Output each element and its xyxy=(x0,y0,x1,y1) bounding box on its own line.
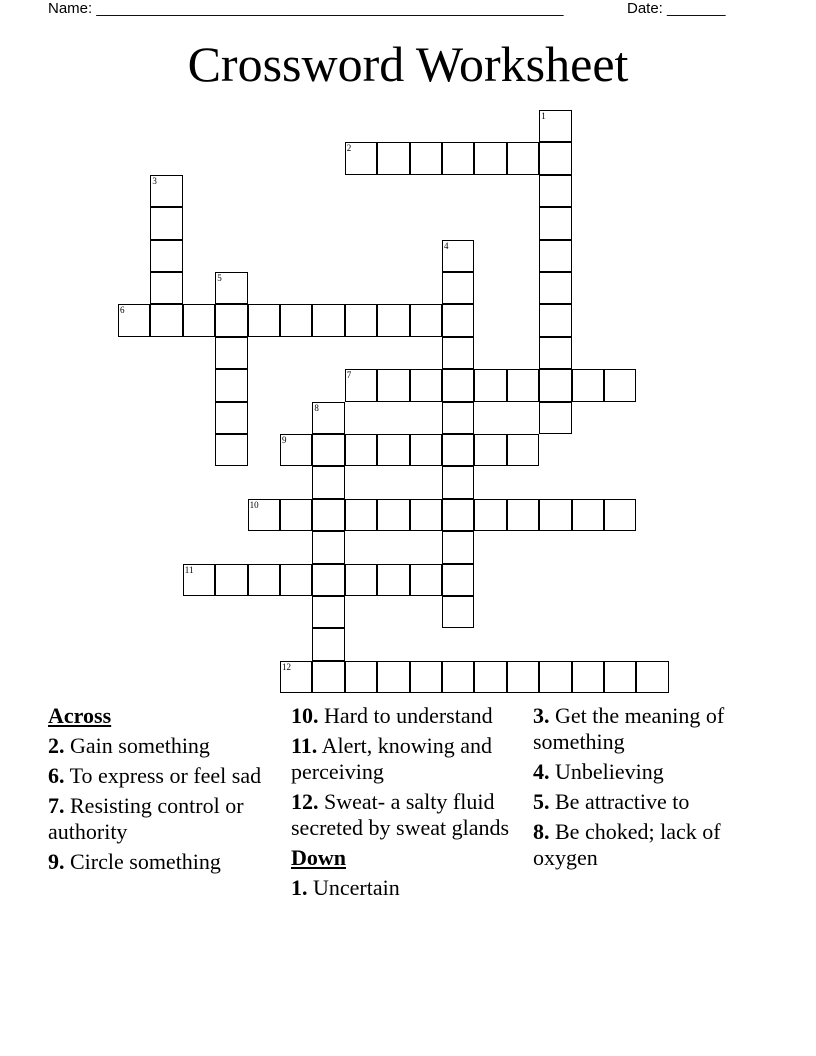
grid-cell[interactable] xyxy=(312,499,344,531)
clue-down-3 xyxy=(533,703,763,755)
cell-number: 5 xyxy=(217,273,222,283)
grid-cell[interactable] xyxy=(312,402,344,434)
grid-cell[interactable] xyxy=(410,369,442,401)
grid-cell[interactable] xyxy=(539,304,571,336)
grid-cell[interactable] xyxy=(572,369,604,401)
grid-cell[interactable] xyxy=(377,142,409,174)
grid-cell[interactable] xyxy=(377,564,409,596)
page-title: Crossword Worksheet xyxy=(187,36,629,92)
grid-cell[interactable] xyxy=(410,142,442,174)
cell-number: 8 xyxy=(314,402,319,413)
clue-number: 1. xyxy=(291,875,308,900)
grid-cell[interactable] xyxy=(312,531,344,563)
grid-cell[interactable] xyxy=(539,369,571,401)
grid-cell[interactable] xyxy=(442,531,474,563)
grid-cell[interactable] xyxy=(604,369,636,401)
clue-across-10 xyxy=(291,703,521,729)
cell-number: 1 xyxy=(541,111,546,121)
grid-cell[interactable] xyxy=(312,596,344,628)
clue-text: Be choked; lack of oxygen xyxy=(533,819,721,870)
cell-number: 2 xyxy=(346,143,352,154)
clue-text: Uncertain xyxy=(313,875,400,900)
clue-text: Get the meaning of something xyxy=(533,703,725,754)
grid-cell[interactable] xyxy=(183,564,215,596)
grid-cell[interactable] xyxy=(377,434,409,466)
cell-number: 7 xyxy=(346,370,352,381)
grid-cell[interactable] xyxy=(345,142,377,174)
clue-number: 10. xyxy=(291,703,319,728)
cell-number: 12 xyxy=(282,661,291,672)
grid-cell[interactable] xyxy=(442,337,474,369)
grid-cell[interactable] xyxy=(410,499,442,531)
clue-number: 3. xyxy=(533,703,550,728)
grid-cell[interactable] xyxy=(215,337,247,369)
grid-cell[interactable] xyxy=(442,369,474,401)
grid-cell[interactable] xyxy=(442,304,474,336)
clue-text: Be attractive to xyxy=(555,789,690,814)
grid-cell[interactable] xyxy=(539,499,571,531)
grid-cell[interactable] xyxy=(442,402,474,434)
grid-cell[interactable] xyxy=(507,142,539,174)
grid-cell[interactable] xyxy=(280,304,312,336)
grid-cell[interactable] xyxy=(539,661,571,693)
clue-text: Unbelieving xyxy=(555,759,664,784)
grid-cell[interactable] xyxy=(118,304,150,336)
clue-text: Circle something xyxy=(70,849,221,874)
cell-number: 4 xyxy=(444,240,449,251)
grid-cell[interactable] xyxy=(345,499,377,531)
grid-cell[interactable] xyxy=(572,661,604,693)
grid-cell[interactable] xyxy=(442,466,474,498)
grid-cell[interactable] xyxy=(604,661,636,693)
grid-cell[interactable] xyxy=(442,564,474,596)
grid-cell[interactable] xyxy=(312,628,344,660)
grid-cell[interactable] xyxy=(442,434,474,466)
grid-cell[interactable] xyxy=(150,272,182,304)
grid-cell[interactable] xyxy=(539,207,571,239)
grid-cell[interactable] xyxy=(507,434,539,466)
grid-cell[interactable] xyxy=(539,142,571,174)
grid-cell[interactable] xyxy=(474,661,506,693)
grid-cell[interactable] xyxy=(442,142,474,174)
down-heading: Down xyxy=(291,845,347,870)
clue-text: Gain something xyxy=(70,733,210,758)
clue-number: 4. xyxy=(533,759,550,784)
clue-text: Alert, knowing and perceiving xyxy=(291,733,493,784)
grid-cell[interactable] xyxy=(215,304,247,336)
grid-cell[interactable] xyxy=(248,564,280,596)
cell-number: 3 xyxy=(152,175,157,186)
clue-down-8 xyxy=(533,819,763,871)
clue-number: 5. xyxy=(533,789,550,814)
grid-cell[interactable] xyxy=(636,661,668,693)
grid-cell[interactable] xyxy=(410,434,442,466)
cell-number: 11 xyxy=(184,564,194,575)
grid-cell[interactable] xyxy=(150,175,182,207)
grid-cell[interactable] xyxy=(312,466,344,498)
clue-column-2 xyxy=(291,703,521,905)
grid-cell[interactable] xyxy=(215,564,247,596)
grid-cell[interactable] xyxy=(312,434,344,466)
grid-cell[interactable] xyxy=(539,240,571,272)
clue-across-11 xyxy=(291,733,521,785)
grid-cell[interactable] xyxy=(345,661,377,693)
grid-cell[interactable] xyxy=(280,661,312,693)
clue-across-2 xyxy=(48,733,278,759)
grid-cell[interactable] xyxy=(604,499,636,531)
grid-cell[interactable] xyxy=(183,304,215,336)
across-heading: Across xyxy=(48,703,112,728)
clue-number: 8. xyxy=(533,819,550,844)
grid-cell[interactable] xyxy=(474,142,506,174)
grid-cell[interactable] xyxy=(215,402,247,434)
clue-down-1 xyxy=(291,875,521,901)
grid-cell[interactable] xyxy=(312,661,344,693)
grid-cell[interactable] xyxy=(410,564,442,596)
clue-down-5 xyxy=(533,789,763,815)
clue-text: Resisting control or authority xyxy=(48,793,244,844)
grid-cell[interactable] xyxy=(215,272,247,304)
clue-number: 7. xyxy=(48,793,65,818)
grid-cell[interactable] xyxy=(215,369,247,401)
grid-cell[interactable] xyxy=(507,661,539,693)
grid-cell[interactable] xyxy=(474,369,506,401)
grid-cell[interactable] xyxy=(280,564,312,596)
grid-cell[interactable] xyxy=(150,207,182,239)
grid-cell[interactable] xyxy=(248,499,280,531)
grid-cell[interactable] xyxy=(474,434,506,466)
grid-cell[interactable] xyxy=(215,434,247,466)
clue-number: 11. xyxy=(291,733,318,758)
clue-text: Sweat- a salty fluid secreted by sweat glands xyxy=(291,789,510,840)
grid-cell[interactable] xyxy=(410,661,442,693)
clue-number: 12. xyxy=(291,789,319,814)
grid-cell[interactable] xyxy=(442,596,474,628)
grid-cell[interactable] xyxy=(377,661,409,693)
grid-cell[interactable] xyxy=(442,661,474,693)
grid-cell[interactable] xyxy=(150,240,182,272)
grid-cell[interactable] xyxy=(312,564,344,596)
grid-cell[interactable] xyxy=(539,110,571,142)
clue-column-3 xyxy=(533,703,763,875)
date-field-label: Date: _______ xyxy=(627,0,726,17)
grid-cell[interactable] xyxy=(345,564,377,596)
grid-cell[interactable] xyxy=(539,337,571,369)
grid-cell[interactable] xyxy=(539,175,571,207)
grid-cell[interactable] xyxy=(150,304,182,336)
grid-cell[interactable] xyxy=(539,402,571,434)
clue-down-4 xyxy=(533,759,763,785)
clue-number: 9. xyxy=(48,849,65,874)
grid-cell[interactable] xyxy=(377,304,409,336)
grid-cell[interactable] xyxy=(280,434,312,466)
cell-number: 6 xyxy=(120,305,125,316)
grid-cell[interactable] xyxy=(442,272,474,304)
grid-cell[interactable] xyxy=(442,240,474,272)
grid-cell[interactable] xyxy=(474,499,506,531)
clue-across-7 xyxy=(48,793,278,845)
grid-cell[interactable] xyxy=(377,369,409,401)
clue-across-6 xyxy=(48,763,278,789)
clue-number: 2. xyxy=(48,733,65,758)
cell-number: 9 xyxy=(282,435,287,445)
name-field-label: Name: ________________________________________________________ xyxy=(48,0,564,17)
grid-cell[interactable] xyxy=(539,272,571,304)
grid-cell[interactable] xyxy=(345,304,377,336)
clue-across-9 xyxy=(48,849,278,875)
grid-cell[interactable] xyxy=(507,499,539,531)
clue-across-12 xyxy=(291,789,521,841)
grid-cell[interactable] xyxy=(377,499,409,531)
clue-column-1 xyxy=(48,703,278,879)
grid-cell[interactable] xyxy=(312,304,344,336)
grid-cell[interactable] xyxy=(248,304,280,336)
grid-cell[interactable] xyxy=(280,499,312,531)
grid-cell[interactable] xyxy=(507,369,539,401)
clue-text: Hard to understand xyxy=(324,703,493,728)
grid-cell[interactable] xyxy=(442,499,474,531)
clue-number: 6. xyxy=(48,763,65,788)
grid-cell[interactable] xyxy=(410,304,442,336)
grid-cell[interactable] xyxy=(345,369,377,401)
grid-cell[interactable] xyxy=(345,434,377,466)
grid-cell[interactable] xyxy=(572,499,604,531)
clue-text: To express or feel sad xyxy=(69,763,262,788)
cell-number: 10 xyxy=(249,499,259,510)
